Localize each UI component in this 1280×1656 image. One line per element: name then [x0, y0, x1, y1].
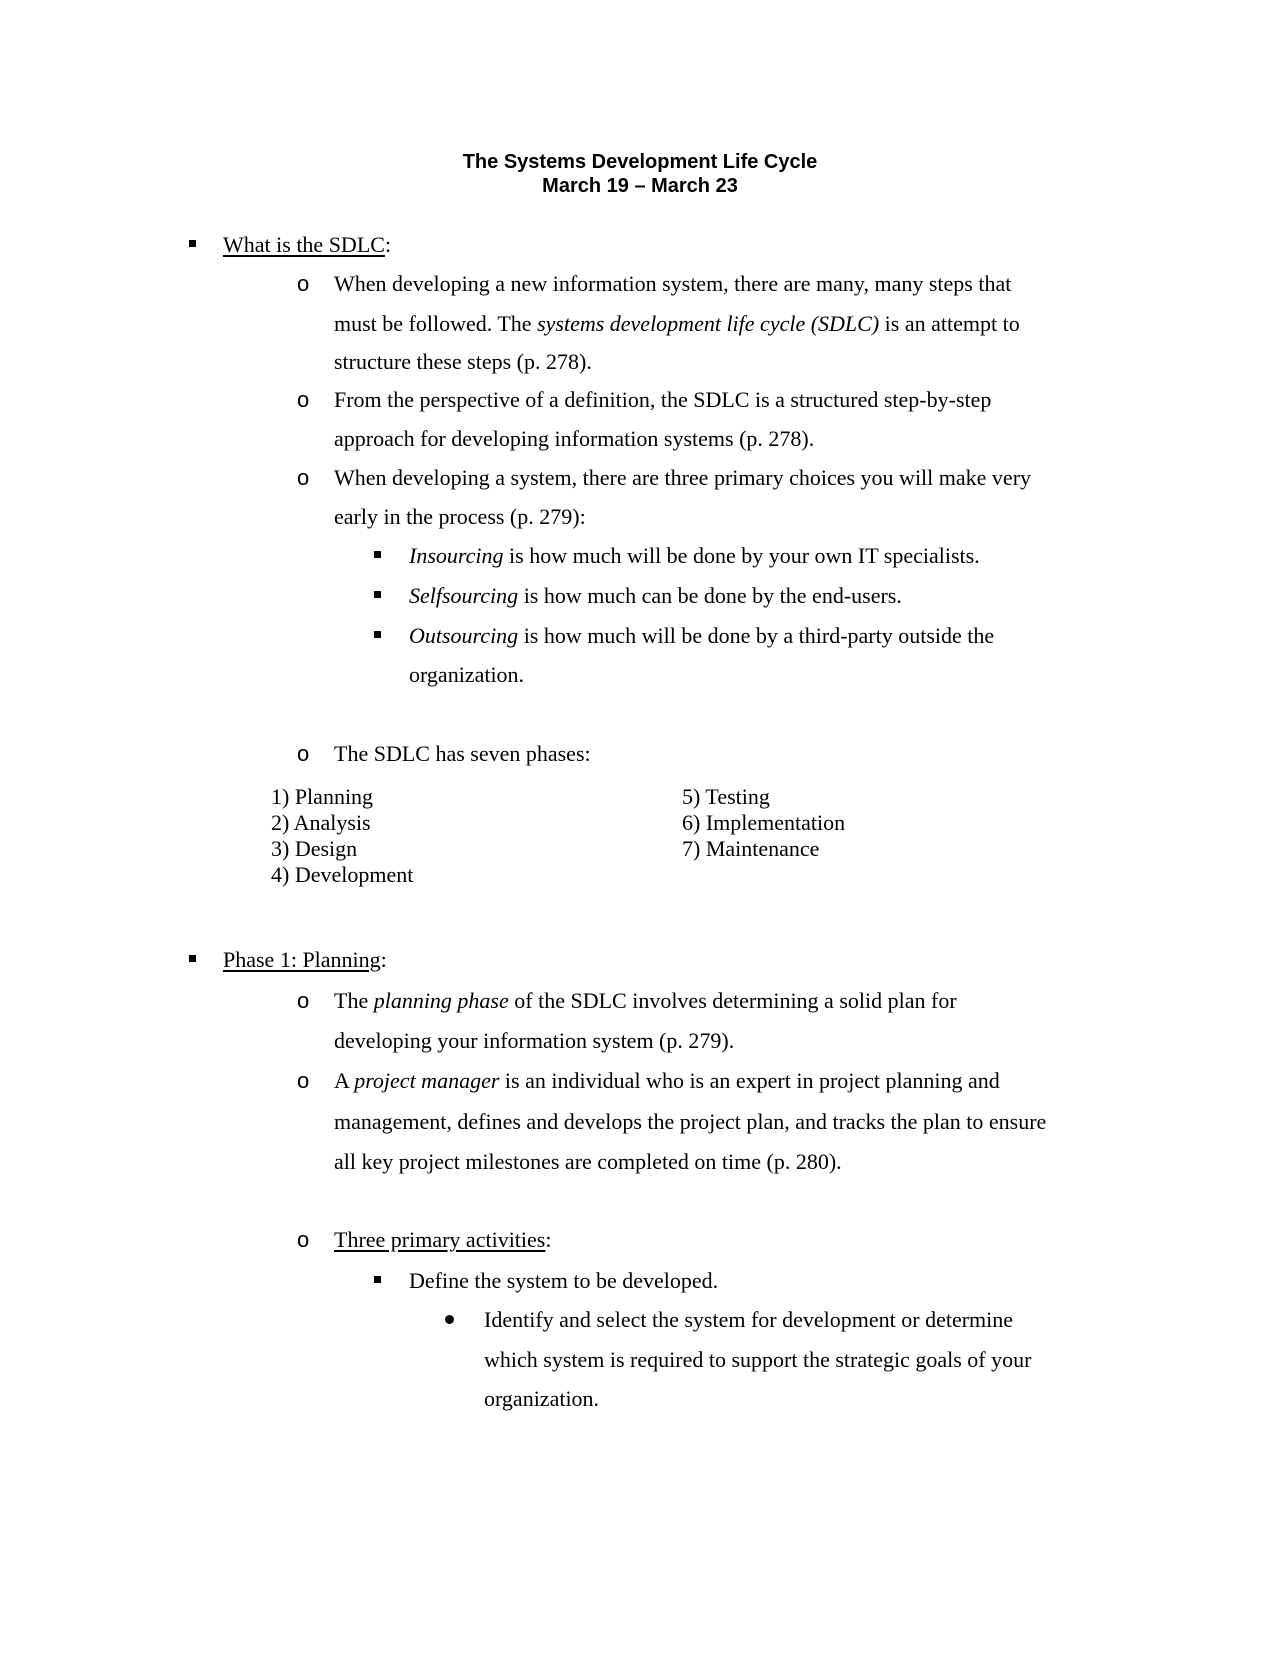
- planning-para1-line1: The planning phase of the SDLC involves determining a solid plan for: [334, 988, 957, 1013]
- phase-item: 5) Testing: [682, 784, 770, 809]
- choice-insourcing: Insourcing is how much will be done by your own IT specialists.: [409, 543, 980, 568]
- planning-para1-line2: developing your information system (p. 279).: [334, 1028, 735, 1053]
- sdlc-para1-line2: must be followed. The systems development life cycle (SDLC) is an attempt to: [334, 311, 1020, 336]
- sdlc-para1-line1: When developing a new information system, there are many, many steps that: [334, 271, 1012, 296]
- choice-outsourcing-cont: organization.: [409, 662, 525, 687]
- circle-bullet-icon: o: [297, 387, 310, 412]
- activity-define-system: Define the system to be developed.: [409, 1268, 719, 1293]
- choice-selfsourcing: Selfsourcing is how much can be done by the end-users.: [409, 583, 902, 608]
- square-bullet-icon: [189, 955, 196, 962]
- phase-item: 7) Maintenance: [682, 836, 820, 861]
- document-dates: March 19 – March 23: [542, 175, 738, 197]
- circle-bullet-icon: o: [297, 465, 310, 490]
- activities-heading: Three primary activities:: [334, 1227, 552, 1252]
- sdlc-para2-line2: approach for developing information systems (p. 278).: [334, 426, 815, 451]
- sdlc-para3-line1: When developing a system, there are three primary choices you will make very: [334, 465, 1032, 490]
- sdlc-para1-line3: structure these steps (p. 278).: [334, 349, 592, 374]
- planning-para2-line1: A project manager is an individual who is an expert in project planning and: [334, 1068, 1000, 1093]
- phase-item: 3) Design: [271, 836, 358, 861]
- circle-bullet-icon: o: [297, 271, 310, 296]
- square-bullet-icon: [189, 240, 196, 247]
- activity-detail-line3: organization.: [484, 1386, 600, 1411]
- planning-para2-line2: management, defines and develops the project plan, and tracks the plan to ensure: [334, 1109, 1047, 1134]
- sdlc-para3-line2: early in the process (p. 279):: [334, 504, 586, 529]
- planning-para2-line3: all key project milestones are completed on time (p. 280).: [334, 1149, 842, 1174]
- section-heading-planning: Phase 1: Planning:: [223, 947, 387, 972]
- square-bullet-icon: [374, 551, 381, 558]
- round-bullet-icon: [445, 1315, 454, 1324]
- choice-outsourcing: Outsourcing is how much will be done by a third-party outside the: [409, 623, 995, 648]
- square-bullet-icon: [374, 591, 381, 598]
- circle-bullet-icon: o: [297, 1068, 310, 1093]
- activity-detail-line2: which system is required to support the strategic goals of your: [484, 1347, 1032, 1372]
- phases-intro: The SDLC has seven phases:: [334, 741, 591, 766]
- phase-item: 1) Planning: [271, 784, 374, 809]
- activity-detail-line1: Identify and select the system for development or determine: [484, 1307, 1014, 1332]
- circle-bullet-icon: o: [297, 741, 310, 766]
- square-bullet-icon: [374, 631, 381, 638]
- section-heading-sdlc: What is the SDLC:: [223, 232, 392, 257]
- phase-item: 6) Implementation: [682, 810, 846, 835]
- square-bullet-icon: [374, 1276, 381, 1283]
- circle-bullet-icon: o: [297, 988, 310, 1013]
- phase-item: 4) Development: [271, 862, 414, 887]
- document-title: The Systems Development Life Cycle: [462, 151, 818, 173]
- phase-item: 2) Analysis: [271, 810, 371, 835]
- sdlc-para2-line1: From the perspective of a definition, the SDLC is a structured step-by-step: [334, 387, 992, 412]
- circle-bullet-icon: o: [297, 1227, 310, 1252]
